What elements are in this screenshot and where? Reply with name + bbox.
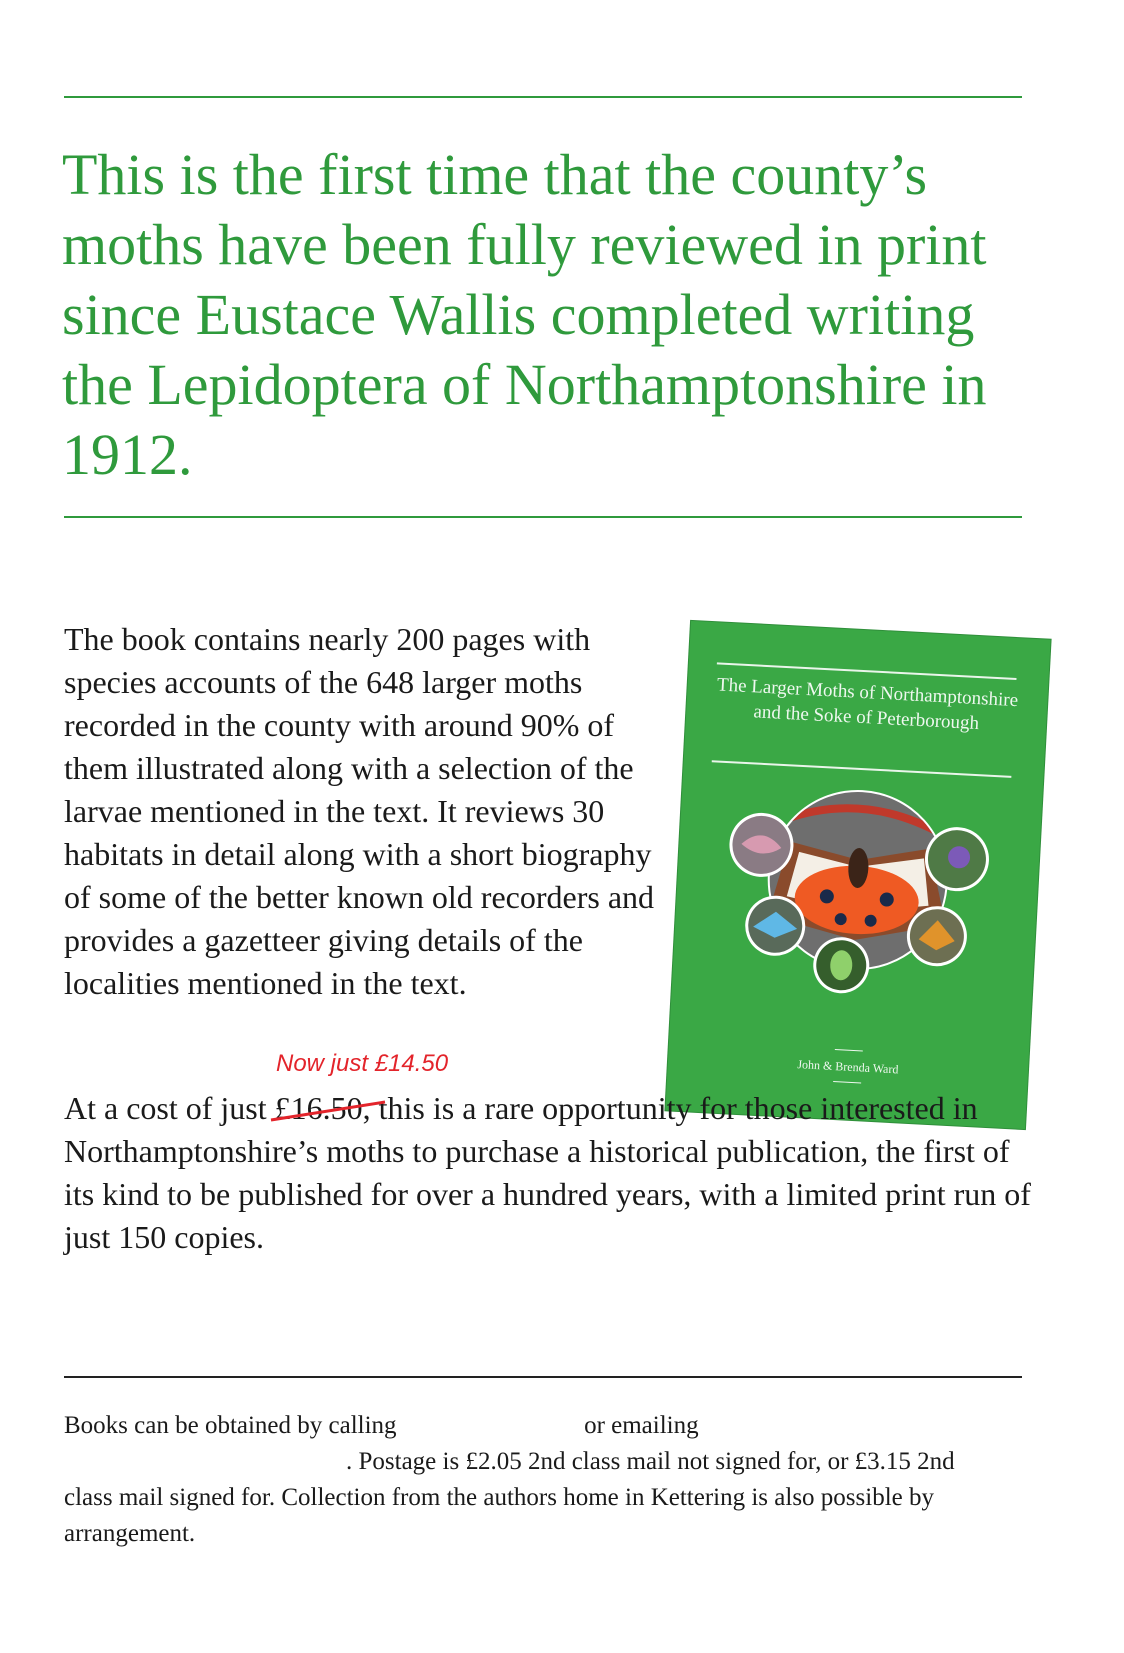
ordering-postage: . Postage is £2.05 2nd class mail not signed for, or £3.15 2nd class mail signed for. Collection from the authors home in Kettering is also possible by arrangement.	[64, 1448, 955, 1547]
ordering-call: Books can be obtained by calling	[64, 1412, 397, 1439]
book-description: The book contains nearly 200 pages with species accounts of the 648 larger moths recorded in the county with around 90% of them illustrated along with a selection of the larvae mentioned in the text. It reviews 30 habitats in detail along with a short biography of some of the better known old recorders and provides a gazetteer giving details of the localities mentioned in the text.	[64, 621, 655, 1001]
price-intro: At a cost of just	[64, 1090, 275, 1126]
price-rest: opportunity for those interested in Northamptonshire’s moths to purchase a historical publication, the first of its kind to be published for over a hundred years, with a limited print run of just 150 copies.	[64, 1090, 1031, 1255]
price-after: , this is a rare	[362, 1090, 535, 1126]
redacted-phone	[403, 1417, 578, 1437]
top-divider	[64, 96, 1022, 98]
new-price-annotation: Now just £14.50	[276, 1050, 449, 1077]
cover-title: The Larger Moths of Northamptonshire and the Soke of Peterborough	[716, 674, 1019, 735]
ordering-email: or emailing	[584, 1412, 699, 1439]
footer-divider	[64, 1376, 1022, 1378]
old-price-text: £16.50	[274, 1090, 363, 1126]
ordering-info	[64, 1408, 1004, 1552]
redacted-email	[64, 1453, 346, 1473]
headline-bottom-divider	[64, 516, 1022, 518]
cover-authors: John & Brenda Ward	[797, 1057, 899, 1077]
price-paragraph	[64, 1087, 1044, 1259]
book-cover-image	[665, 621, 1050, 1129]
headline: This is the first time that the county’s moths have been fully reviewed in print since Eustace Wallis completed writing the Lepidoptera of Northamptonshire in 1912.	[62, 142, 987, 487]
old-price	[275, 1090, 363, 1126]
